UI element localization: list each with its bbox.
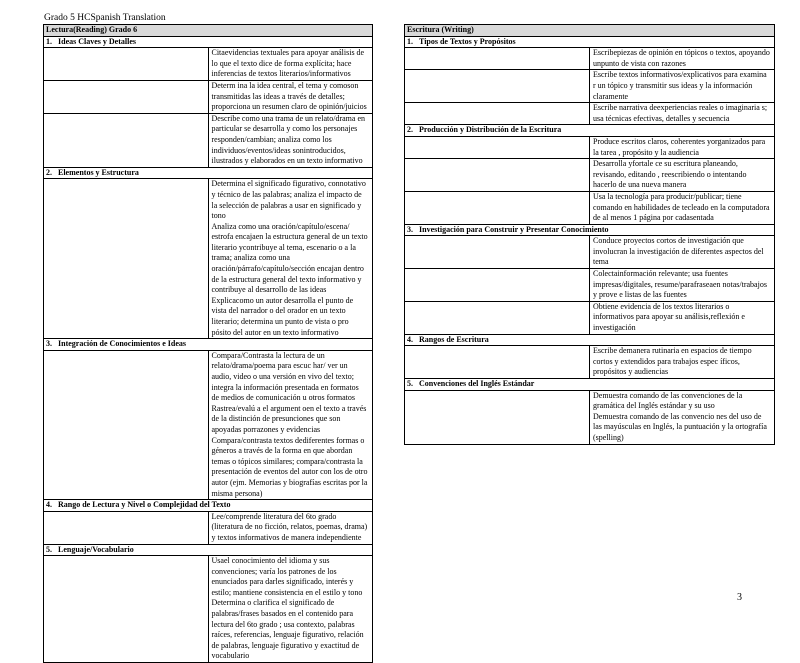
row-gutter <box>405 346 590 379</box>
standard-text: Determina el significado figurativo, connotativo y técnico de las palabras; analiza el impacto de la selección de palabras a usar en significado y tono <box>211 179 366 221</box>
standard-text: Demuestra comando de las convenciones de la gramática del Inglés estándar y su uso <box>593 390 743 411</box>
page-number: 3 <box>737 592 742 603</box>
row-gutter <box>405 301 590 334</box>
row-gutter <box>405 159 590 192</box>
section-number: 3. <box>407 224 413 234</box>
reading-standard-cell <box>208 350 373 499</box>
reading-standard-cell <box>208 48 373 81</box>
writing-header: Escritura (Writing) <box>405 25 775 37</box>
reading-standard-cell <box>208 179 373 339</box>
standard-text: Colectainformación relevante; usa fuentes impresas/digitales, resume/parafraseaen notas/trabajos y prove e listas de las fuentes <box>593 269 767 300</box>
section-title: Elementos y Estructura <box>58 167 139 177</box>
standard-text: Escribe narrativa deexperiencias reales o imaginaria s; usa técnicas efectivas, detalles y secuencia <box>593 103 768 123</box>
reading-standard-cell <box>208 113 373 167</box>
writing-standard-cell <box>590 390 775 444</box>
document-title: Grado 5 HCSpanish Translation <box>44 13 166 23</box>
section-number: 5. <box>46 544 52 554</box>
standard-text: Escribe demanera rutinaria en espacios de tiempo cortos y extendidos para trabajos espec íficos, propósitos y audiencias <box>593 346 752 377</box>
row-gutter <box>405 103 590 125</box>
reading-standards-table <box>43 24 373 663</box>
writing-standard-cell <box>590 136 775 158</box>
standard-text: Explicacomo un autor desarrolla el punto de vista del narrador o del orador en un texto literario; determina un punto de vista o pro pósito del autor en un texto informativo <box>211 295 354 337</box>
standard-text: Desarrolla yfortale ce su escritura planeando, revisando, editando , reescribiendo o intentando hacerlo de una nueva manera <box>593 159 747 190</box>
section-number: 3. <box>46 339 52 349</box>
writing-standard-cell <box>590 191 775 224</box>
section-number: 5. <box>407 379 413 388</box>
row-gutter <box>44 113 209 167</box>
writing-standard-cell <box>590 70 775 103</box>
reading-standard-cell <box>208 511 373 544</box>
row-gutter <box>405 48 590 70</box>
reading-section-heading <box>44 167 373 179</box>
writing-standards-table <box>404 24 775 445</box>
reading-section-heading <box>44 36 373 48</box>
standard-text: Analiza como una oración/capítulo/escena/ estrofa encajaen la estructura general de un texto literario ycontribuye al tema, escenario o a la trama; analiza como una oración/párrafo/capítulo/sección encajan dentro de la estructura general del texto informativo y contribuye al desarrollo de las ideas <box>211 221 368 295</box>
section-number: 1. <box>46 36 52 46</box>
standard-text: Usa la tecnología para producir/publicar; tiene comando en habilidades de tecleado en la computadora de al menos 1 página por cadasentada <box>593 191 770 223</box>
writing-standard-cell <box>590 103 775 125</box>
writing-standard-cell <box>590 48 775 70</box>
standard-text: Rastrea/evalú a el argument oen el texto a través de la distinción de presunciones que son apoyadas porrazones y evidencias <box>211 403 367 434</box>
section-title: Convenciones del Inglés Estándar <box>419 379 535 388</box>
standard-text: Demuestra comando de las convencio nes del uso de las mayúsculas en Inglés, la puntuación y la ortografía (spelling) <box>593 411 767 442</box>
standard-text: Conduce proyectos cortos de investigación que involucran la investigación de diferentes aspectos del tema <box>593 236 764 267</box>
standard-text: Determ ina la idea central, el tema y comoson transmitidas las ideas a través de detalles; proporciona un resumen claro de opinión/juicios <box>211 80 367 112</box>
standard-text: Compara/contrasta textos dediferentes formas o géneros a través de la forma en que abordan temas o tópicos similares; compara/contrasta la presentación de eventos del autor con los de otro autor (ejm. Memorias y biografías escritas por la misma persona) <box>211 435 368 498</box>
reading-column <box>43 24 373 663</box>
section-title: Tipos de Textos y Propósitos <box>419 36 516 46</box>
section-title: Rango de Lectura y Nivel o Complejidad del Texto <box>58 500 231 510</box>
section-number: 1. <box>407 36 413 46</box>
writing-section-heading <box>405 36 775 48</box>
row-gutter <box>405 390 590 444</box>
standard-text: Citaevidencias textuales para apoyar análisis de lo que el texto dice de forma explícita; hace inferencias de textos literarios/informativos <box>211 48 365 79</box>
row-gutter <box>405 70 590 103</box>
writing-standard-cell <box>590 159 775 192</box>
section-title: Integración de Conocimientos e Ideas <box>58 339 186 349</box>
row-gutter <box>44 350 209 499</box>
section-number: 4. <box>407 334 413 344</box>
standard-text: Obtiene evidencia de los textos literarios o informativos para apoyar su análisis,reflexión e investigación <box>593 301 745 333</box>
row-gutter <box>405 191 590 224</box>
row-gutter <box>44 556 209 663</box>
writing-section-heading <box>405 224 775 236</box>
section-number: 2. <box>407 125 413 135</box>
row-gutter <box>44 179 209 339</box>
section-title: Producción y Distribución de la Escritura <box>419 125 562 135</box>
writing-section-heading <box>405 379 775 391</box>
section-title: Rangos de Escritura <box>419 334 489 344</box>
section-number: 4. <box>46 500 52 510</box>
standard-text: Escribepiezas de opinión en tópicos o textos, apoyando unpunto de vista con razones <box>593 48 770 68</box>
row-gutter <box>44 80 209 113</box>
section-title: Ideas Claves y Detalles <box>58 36 136 46</box>
reading-section-heading <box>44 544 373 556</box>
writing-column <box>404 24 775 445</box>
section-title: Investigación para Construir y Presentar Conocimiento <box>419 224 609 234</box>
writing-standard-cell <box>590 301 775 334</box>
writing-standard-cell <box>590 346 775 379</box>
reading-section-heading <box>44 339 373 351</box>
standard-text: Produce escritos claros, coherentes yorganizados para la tarea , propósito y la audiencia <box>593 136 766 157</box>
section-title: Lenguaje/Vocabulario <box>58 544 134 554</box>
writing-standard-cell <box>590 269 775 302</box>
row-gutter <box>405 136 590 158</box>
standard-text: Usael conocimiento del idioma y sus convenciones; varía los patrones de los enunciados para darles significado, interés y estilo; mantiene consistencia en el estilo y tono <box>211 556 363 597</box>
reading-section-heading <box>44 500 373 512</box>
row-gutter <box>405 269 590 302</box>
standard-text: Describe como una trama de un relato/drama en particular se desarrolla y como los personajes responden/cambian; analiza como los individuos/eventos/ideas sonintroducidos, ilustrados y elaborados en un texto informativo <box>211 113 365 166</box>
reading-standard-cell <box>208 556 373 663</box>
standard-text: Lee/comprende literatura del 6to grado (literatura de no ficción, relatos, poemas, drama) y textos informativos de manera independiente <box>211 511 368 542</box>
reading-standard-cell <box>208 80 373 113</box>
row-gutter <box>44 511 209 544</box>
reading-header: Lectura(Reading) Grado 6 <box>44 25 373 37</box>
writing-standard-cell <box>590 236 775 269</box>
writing-section-heading <box>405 334 775 346</box>
section-number: 2. <box>46 167 52 177</box>
standard-text: Compara/Contrasta la lectura de un relato/drama/poema para escuc har/ ver un audio, video o una versión en vivo del texto; integra la información presentada en formatos de medios de comunicación u otros formatos <box>211 350 359 403</box>
writing-section-heading <box>405 125 775 137</box>
standard-text: Escribe textos informativos/explicativos para examina r un tópico y transmitir sus ideas y la información claramente <box>593 70 767 101</box>
row-gutter <box>44 48 209 81</box>
row-gutter <box>405 236 590 269</box>
standard-text: Determina o clarifica el significado de palabras/frases basados en el contenido para lectura del 6to grado ; usa contexto, palabras raíces, referencias, lenguaje figurativo, relación de palabras, lenguaje figurativo y exactitud de vocabulario <box>211 598 364 661</box>
